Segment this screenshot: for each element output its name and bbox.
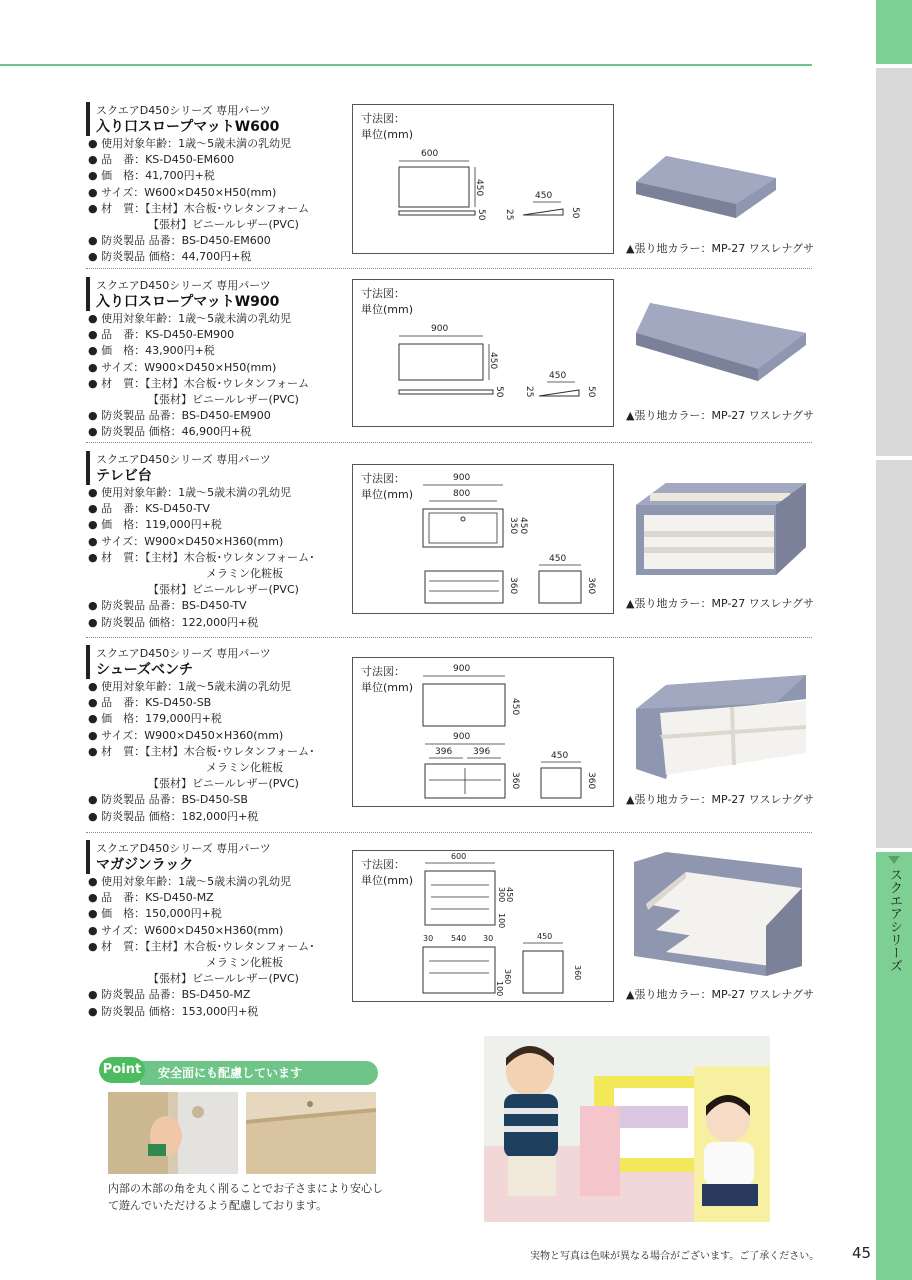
- title-bar: [86, 277, 90, 311]
- product-photo-slope-mat: [626, 289, 814, 419]
- spec-age: ● 使用対象年齢：1歳〜5歳未満の乳幼児: [88, 312, 292, 325]
- index-tab-gray-1: [876, 68, 912, 456]
- title-bar: [86, 645, 90, 679]
- spec-material-melamine: メラミン化粧板: [206, 567, 283, 581]
- product-series: スクエアD450シリーズ 専用パーツ: [96, 453, 271, 466]
- spec-price: ● 価 格：41,700円+税: [88, 169, 215, 183]
- spec-material: ● 材 質：【主材】木合板･ウレタンフォーム･: [88, 939, 315, 953]
- spec-material-melamine: メラミン化粧板: [206, 956, 283, 970]
- side-tab-label: [878, 852, 910, 972]
- dim-slope-high: 50: [586, 386, 596, 398]
- product-magazine-rack: [86, 840, 816, 1020]
- spec-code: ● 品 番：KS-D450-MZ: [88, 891, 214, 905]
- dim-width: 600: [421, 149, 439, 159]
- dimension-title: 寸法図：: [361, 472, 405, 485]
- dimension-drawing: [353, 658, 613, 806]
- dim-compartment-1: 396: [435, 747, 453, 757]
- dim-side-depth: 450: [551, 751, 569, 761]
- index-tab-gray-2: [876, 460, 912, 848]
- spec-fireproof-code: ● 防炎製品 品番：BS-D450-SB: [88, 793, 248, 807]
- dimension-title: 寸法図：: [361, 112, 405, 125]
- triangle-down-icon: [888, 856, 900, 864]
- dim-height: 360: [503, 969, 512, 985]
- spec-age: ● 使用対象年齢：1歳〜5歳未満の乳幼児: [88, 486, 292, 499]
- dim-height: 50: [476, 209, 486, 221]
- dimension-drawing: [353, 105, 613, 253]
- dim-inner-depth: 350: [508, 517, 518, 535]
- dimension-title: 寸法図：: [361, 665, 405, 678]
- dim-width-2: 900: [453, 732, 471, 742]
- section-divider: [86, 637, 812, 638]
- dimension-drawing: [353, 851, 613, 1001]
- fabric-color-caption: ▲張り地カラー：MP-27 ワスレナグサ: [626, 409, 815, 422]
- spec-size: ● サイズ：W900×D450×H360(mm): [88, 534, 284, 548]
- product-name: 入り口スロープマットW900: [96, 294, 280, 310]
- dimension-diagram: [352, 104, 614, 254]
- dim-side-height: 360: [573, 965, 582, 981]
- product-series: スクエアD450シリーズ 専用パーツ: [96, 104, 271, 117]
- product-shoes-bench: [86, 645, 816, 825]
- dim-base: 100: [497, 913, 506, 929]
- spec-price: ● 価 格：150,000円+税: [88, 907, 222, 921]
- dim-depth: 450: [488, 352, 498, 370]
- dim-depth: 450: [518, 517, 528, 535]
- dim-side-right: 30: [483, 934, 494, 943]
- section-divider: [86, 268, 812, 269]
- spec-material-cover: 【張材】ビニールレザー(PVC): [148, 393, 299, 407]
- spec-material-cover: 【張材】ビニールレザー(PVC): [148, 583, 299, 597]
- dim-slope-high: 50: [570, 207, 580, 219]
- product-photo-shoes-bench: [626, 669, 814, 799]
- dimension-diagram: [352, 657, 614, 807]
- spec-code: ● 品 番：KS-D450-SB: [88, 696, 212, 710]
- spec-material-cover: 【張材】ビニールレザー(PVC): [148, 218, 299, 232]
- spec-material: ● 材 質：【主材】木合板･ウレタンフォーム: [88, 201, 310, 215]
- spec-material: ● 材 質：【主材】木合板･ウレタンフォーム･: [88, 550, 315, 564]
- spec-code: ● 品 番：KS-D450-EM900: [88, 328, 235, 342]
- spec-fireproof-code: ● 防炎製品 品番：BS-D450-MZ: [88, 988, 251, 1002]
- spec-age: ● 使用対象年齢：1歳〜5歳未満の乳幼児: [88, 137, 292, 150]
- spec-list: [88, 136, 309, 266]
- spec-list: [88, 485, 315, 631]
- product-photo-tv-stand: [626, 475, 814, 605]
- title-bar: [86, 451, 90, 485]
- dim-compartment-2: 396: [473, 747, 491, 757]
- dimension-drawing: [353, 280, 613, 426]
- spec-material: ● 材 質：【主材】木合板･ウレタンフォーム: [88, 376, 310, 390]
- product-slope-mat-w600: [86, 102, 816, 262]
- product-series: スクエアD450シリーズ 専用パーツ: [96, 647, 271, 660]
- title-bar: [86, 102, 90, 136]
- spec-list: [88, 679, 315, 825]
- dimension-title: 寸法図：: [361, 858, 405, 871]
- dimension-diagram: [352, 279, 614, 427]
- photo-children-playing: [484, 1036, 770, 1222]
- side-tab-text: スクエアシリーズ: [887, 868, 902, 972]
- spec-size: ● サイズ：W900×D450×H360(mm): [88, 728, 284, 742]
- section-divider: [86, 832, 812, 833]
- dim-depth: 450: [510, 698, 520, 716]
- dimension-title: 寸法図：: [361, 287, 405, 300]
- spec-price: ● 価 格：179,000円+税: [88, 712, 222, 726]
- dim-side-left: 30: [423, 934, 434, 943]
- product-name: テレビ台: [96, 468, 152, 484]
- fabric-color-caption: ▲張り地カラー：MP-27 ワスレナグサ: [626, 597, 815, 610]
- spec-code: ● 品 番：KS-D450-EM600: [88, 153, 235, 167]
- spec-fireproof-code: ● 防炎製品 品番：BS-D450-EM600: [88, 234, 271, 248]
- dimension-unit: 単位(mm): [361, 874, 414, 887]
- point-title-bar: [140, 1061, 378, 1085]
- spec-fireproof-price: ● 防炎製品 価格：182,000円+税: [88, 809, 259, 823]
- dim-height: 360: [508, 577, 518, 595]
- product-name: 入り口スロープマットW600: [96, 119, 280, 135]
- dimension-diagram: [352, 464, 614, 614]
- dim-width: 600: [451, 852, 467, 861]
- dim-slope-depth: 450: [549, 371, 567, 381]
- dimension-diagram: [352, 850, 614, 1002]
- dimension-unit: 単位(mm): [361, 128, 414, 141]
- spec-fireproof-price: ● 防炎製品 価格：153,000円+税: [88, 1004, 259, 1018]
- footer-note: 実物と写真は色味が異なる場合がございます。ご了承ください。: [530, 1251, 820, 1262]
- dim-depth: 450: [474, 179, 484, 197]
- dim-inner-width: 800: [453, 489, 471, 499]
- page-number: 45: [852, 1244, 872, 1262]
- product-photo-slope-mat: [626, 120, 814, 250]
- dimension-drawing: [353, 465, 613, 613]
- dimension-unit: 単位(mm): [361, 681, 414, 694]
- product-name: マガジンラック: [96, 857, 194, 873]
- product-series: スクエアD450シリーズ 専用パーツ: [96, 842, 271, 855]
- dim-width: 900: [453, 473, 471, 483]
- spec-fireproof-price: ● 防炎製品 価格：44,700円+税: [88, 250, 252, 264]
- spec-fireproof-code: ● 防炎製品 品番：BS-D450-TV: [88, 599, 247, 613]
- spec-list: [88, 874, 315, 1020]
- point-badge: Point: [99, 1057, 145, 1083]
- dim-shelf-depth: 300: [497, 887, 506, 903]
- index-tab-top: [876, 0, 912, 64]
- header-rule: [0, 64, 812, 66]
- dim-width: 900: [431, 324, 449, 334]
- fabric-color-caption: ▲張り地カラー：MP-27 ワスレナグサ: [626, 988, 815, 1001]
- dimension-unit: 単位(mm): [361, 488, 414, 501]
- point-description: 内部の木部の角を丸く削ることでお子さまにより安心して遊んでいただけるよう配慮しております。: [108, 1182, 383, 1212]
- spec-material-cover: 【張材】ビニールレザー(PVC): [148, 972, 299, 986]
- section-divider: [86, 442, 812, 443]
- product-name: シューズベンチ: [96, 662, 194, 678]
- dim-depth: 450: [505, 887, 514, 903]
- spec-material-melamine: メラミン化粧板: [206, 761, 283, 775]
- spec-size: ● サイズ：W600×D450×H50(mm): [88, 185, 277, 199]
- photo-rounded-corner-closeup: [246, 1092, 376, 1174]
- dim-slope-low: 25: [504, 209, 514, 221]
- spec-material-cover: 【張材】ビニールレザー(PVC): [148, 777, 299, 791]
- spec-material: ● 材 質：【主材】木合板･ウレタンフォーム･: [88, 744, 315, 758]
- spec-size: ● サイズ：W600×D450×H360(mm): [88, 923, 284, 937]
- product-photo-magazine-rack: [626, 848, 814, 978]
- dim-slope-low: 25: [524, 386, 534, 398]
- dim-slope-depth: 450: [535, 191, 553, 201]
- dim-width: 900: [453, 664, 471, 674]
- spec-price: ● 価 格：43,900円+税: [88, 344, 215, 358]
- title-bar: [86, 840, 90, 874]
- spec-fireproof-code: ● 防炎製品 品番：BS-D450-EM900: [88, 409, 271, 423]
- point-title: 安全面にも配慮しています: [158, 1066, 303, 1080]
- spec-code: ● 品 番：KS-D450-TV: [88, 502, 210, 516]
- spec-age: ● 使用対象年齢：1歳〜5歳未満の乳幼児: [88, 680, 292, 693]
- dim-side-height: 360: [586, 577, 596, 595]
- dim-inner-width: 540: [451, 934, 467, 943]
- dimension-unit: 単位(mm): [361, 303, 414, 316]
- dim-side-depth: 450: [549, 554, 567, 564]
- spec-age: ● 使用対象年齢：1歳〜5歳未満の乳幼児: [88, 875, 292, 888]
- dim-height: 50: [494, 386, 504, 398]
- photo-rounding-corners: [108, 1092, 238, 1174]
- spec-price: ● 価 格：119,000円+税: [88, 518, 222, 532]
- fabric-color-caption: ▲張り地カラー：MP-27 ワスレナグサ: [626, 793, 815, 806]
- spec-size: ● サイズ：W900×D450×H50(mm): [88, 360, 277, 374]
- spec-fireproof-price: ● 防炎製品 価格：46,900円+税: [88, 425, 252, 439]
- dim-height: 360: [510, 772, 520, 790]
- fabric-color-caption: ▲張り地カラー：MP-27 ワスレナグサ: [626, 242, 815, 255]
- spec-list: [88, 311, 309, 441]
- dim-side-height: 360: [586, 772, 596, 790]
- dim-base-2: 100: [495, 981, 504, 997]
- product-slope-mat-w900: [86, 277, 816, 437]
- spec-fireproof-price: ● 防炎製品 価格：122,000円+税: [88, 615, 259, 629]
- dim-side-depth: 450: [537, 932, 553, 941]
- product-series: スクエアD450シリーズ 専用パーツ: [96, 279, 271, 292]
- product-tv-stand: [86, 451, 816, 631]
